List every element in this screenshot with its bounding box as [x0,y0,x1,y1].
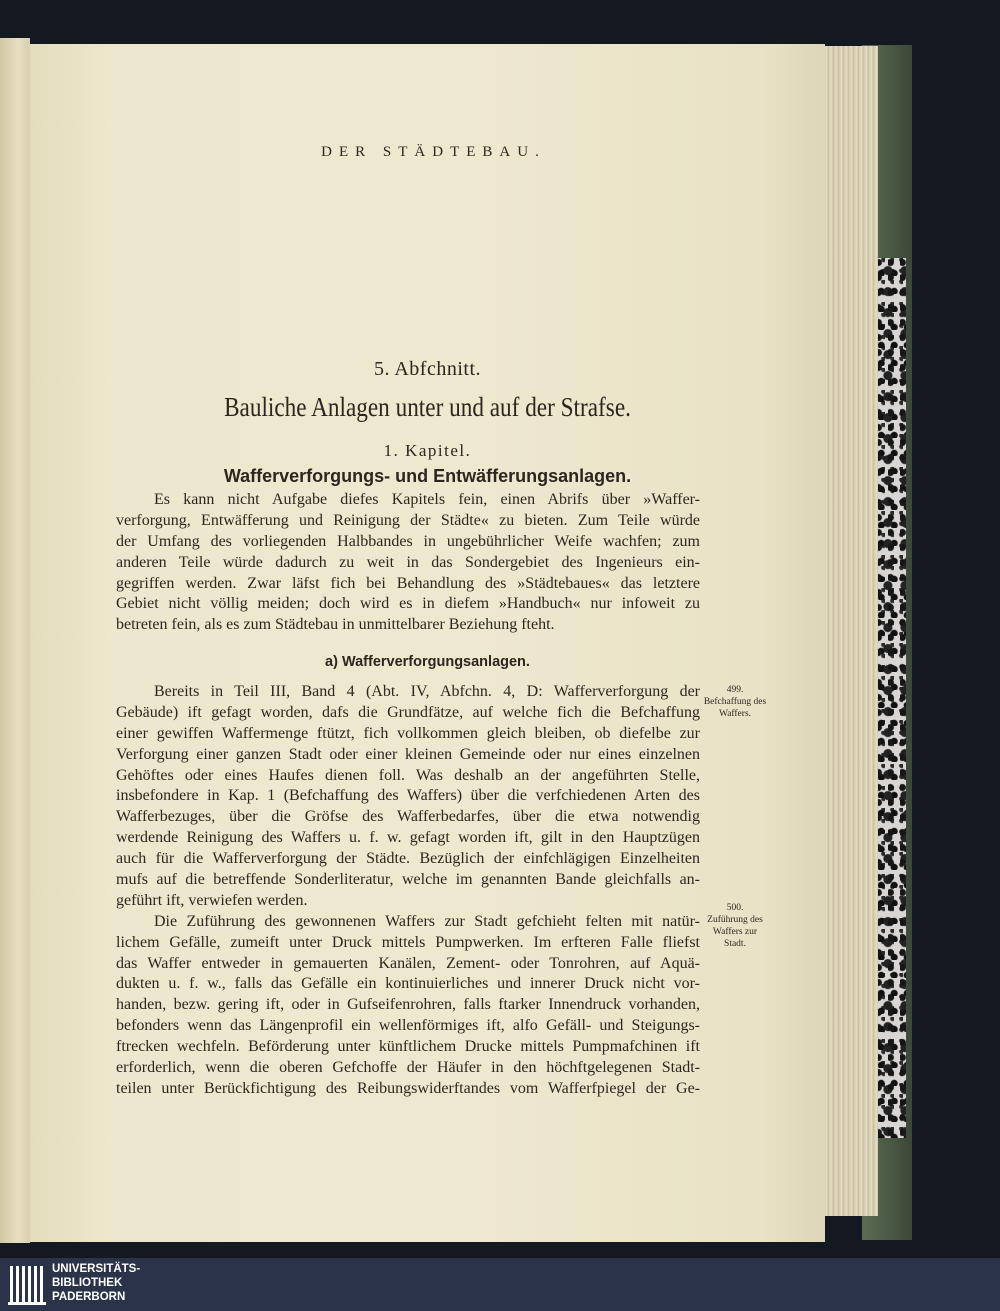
left-page-edge [0,38,30,1243]
text-line: dukten u. f. w., falls das Gefälle ein kontinuierliches und innerer Druck nicht vor- [116,975,700,993]
section-number: 5. Abfchnitt. [373,358,482,380]
text-line: Es kann nicht Aufgabe diefes Kapitels fein, einen Abrifs über »Waffer- [154,491,700,508]
intro-paragraph [116,490,700,636]
text-line: teilen unter Berückfichtigung des Reibungswiderftandes vom Wafferfpiegel der Ge- [116,1079,700,1097]
library-name-line: UNIVERSITÄTS- [52,1263,141,1275]
university-library-logo-icon [8,1262,46,1308]
text-line: gegriffen werden. Zwar läfst fich bei Behandlung des »Städtebaues« das letztere [116,574,700,592]
text-line: betreten fein, als es zum Städtebau in unmittelbarer Beziehung fteht. [116,616,555,634]
text-line: insbefondere in Kap. 1 (Befchaffung des Waffers) über die verfchiedenen Arten des [116,787,700,805]
text-line: werdende Reinigung des Waffers u. f. w. gefagt worden ift, gilt in den Hauptzügen [116,829,700,847]
marbled-cover-edge [876,258,906,1138]
margin-note-text: Befchaffung des Waffers. [703,697,767,719]
text-line: Gehöftes oder eines Haufes dienen foll. Was deshalb an der angeführten Stelle, [116,766,700,784]
text-line: anderen Teile würde dadurch zu weit in das Sondergebiet des Ingenieurs ein- [116,553,700,571]
margin-note-number: 500. [726,903,744,913]
text-line: auch für die Wafferverforgung der Städte. Bezüglich der einfchlägigen Einzelheiten [116,850,700,868]
subsection-title: a) Wafferverforgungsanlagen. [325,654,530,670]
text-line: Gebiet nicht völlig meiden; doch wird es in diefem »Handbuch« nur infoweit zu [116,595,700,613]
text-line: ftrecken wechfeln. Beförderung unter künftlichem Drucke mittels Pumpmafchinen ift [116,1038,700,1056]
running-head: DER STÄDTEBAU. [321,144,546,160]
library-name-line: PADERBORN [52,1291,126,1303]
text-line: lichem Gefälle, zumeift unter Druck mittels Pumpwerken. Im erfteren Falle fliefst [116,933,700,951]
text-line: befonders wenn das Längenprofil ein wellenförmiges ift, alfo Gefäll- und Steigungs- [116,1017,700,1035]
library-name [52,1262,140,1304]
margin-note [702,902,768,950]
text-line: das Waffer entweder in gemauerten Kanälen, Zement- oder Tonrohren, auf Aquä- [116,954,700,972]
margin-note-number: 499. [726,685,744,695]
section-title: Bauliche Anlagen unter und auf der Strafse. [224,392,631,422]
library-name-line: BIBLIOTHEK [52,1277,123,1289]
book-page [30,44,825,1242]
margin-note-text: Zuführung des Waffers zur Stadt. [707,915,763,949]
chapter-title: Wafferverforgungs- und Entwäfferungsanlagen. [223,466,632,486]
text-line: einer gewiffen Waffermenge ftützt, fich vollkommen gleich bleiben, ob diefelbe zur [116,724,700,742]
chapter-number: 1. Kapitel. [383,441,472,460]
text-line: geführt ift, verwiefen werden. [116,891,308,909]
text-line: Bereits in Teil III, Band 4 (Abt. IV, Abfchn. 4, D: Wafferverforgung der [154,683,700,700]
body-paragraphs [116,682,700,1100]
text-line: handen, bezw. gering ift, oder in Gufseifenrohren, falls ftarker Innendruck vorhanden, [116,996,700,1014]
text-line: mufs auf die betreffende Sonderliteratur, welche im genannten Bande gleichfalls an- [116,871,700,889]
library-footer-bar [0,1258,1000,1311]
text-line: verforgung, Entwäfferung und Reinigung der Städte« zu bieten. Zum Teile würde [116,511,700,529]
text-line: der Umfang des vorliegenden Halbbandes in ungebührlicher Weife wachfen; zum [116,532,700,550]
text-line: Die Zuführung des gewonnenen Waffers zur Stadt gefchieht felten mit natür- [154,912,700,930]
page-edges [820,46,878,1216]
text-line: erforderlich, wenn die oberen Gefchoffe der Häufer in den höchftgelegenen Stadt- [116,1059,700,1077]
text-line: Verforgung einer ganzen Stadt oder einer kleinen Gemeinde oder nur eines einzelnen [116,745,700,763]
margin-note [702,684,768,720]
text-line: Gebäude) ift gefagt worden, dafs die Grundfätze, auf welche fich die Befchaffung [116,703,700,721]
text-line: Wafferbezuges, über die Gröfse des Wafferbedarfes, über die etwa notwendig [116,808,700,826]
